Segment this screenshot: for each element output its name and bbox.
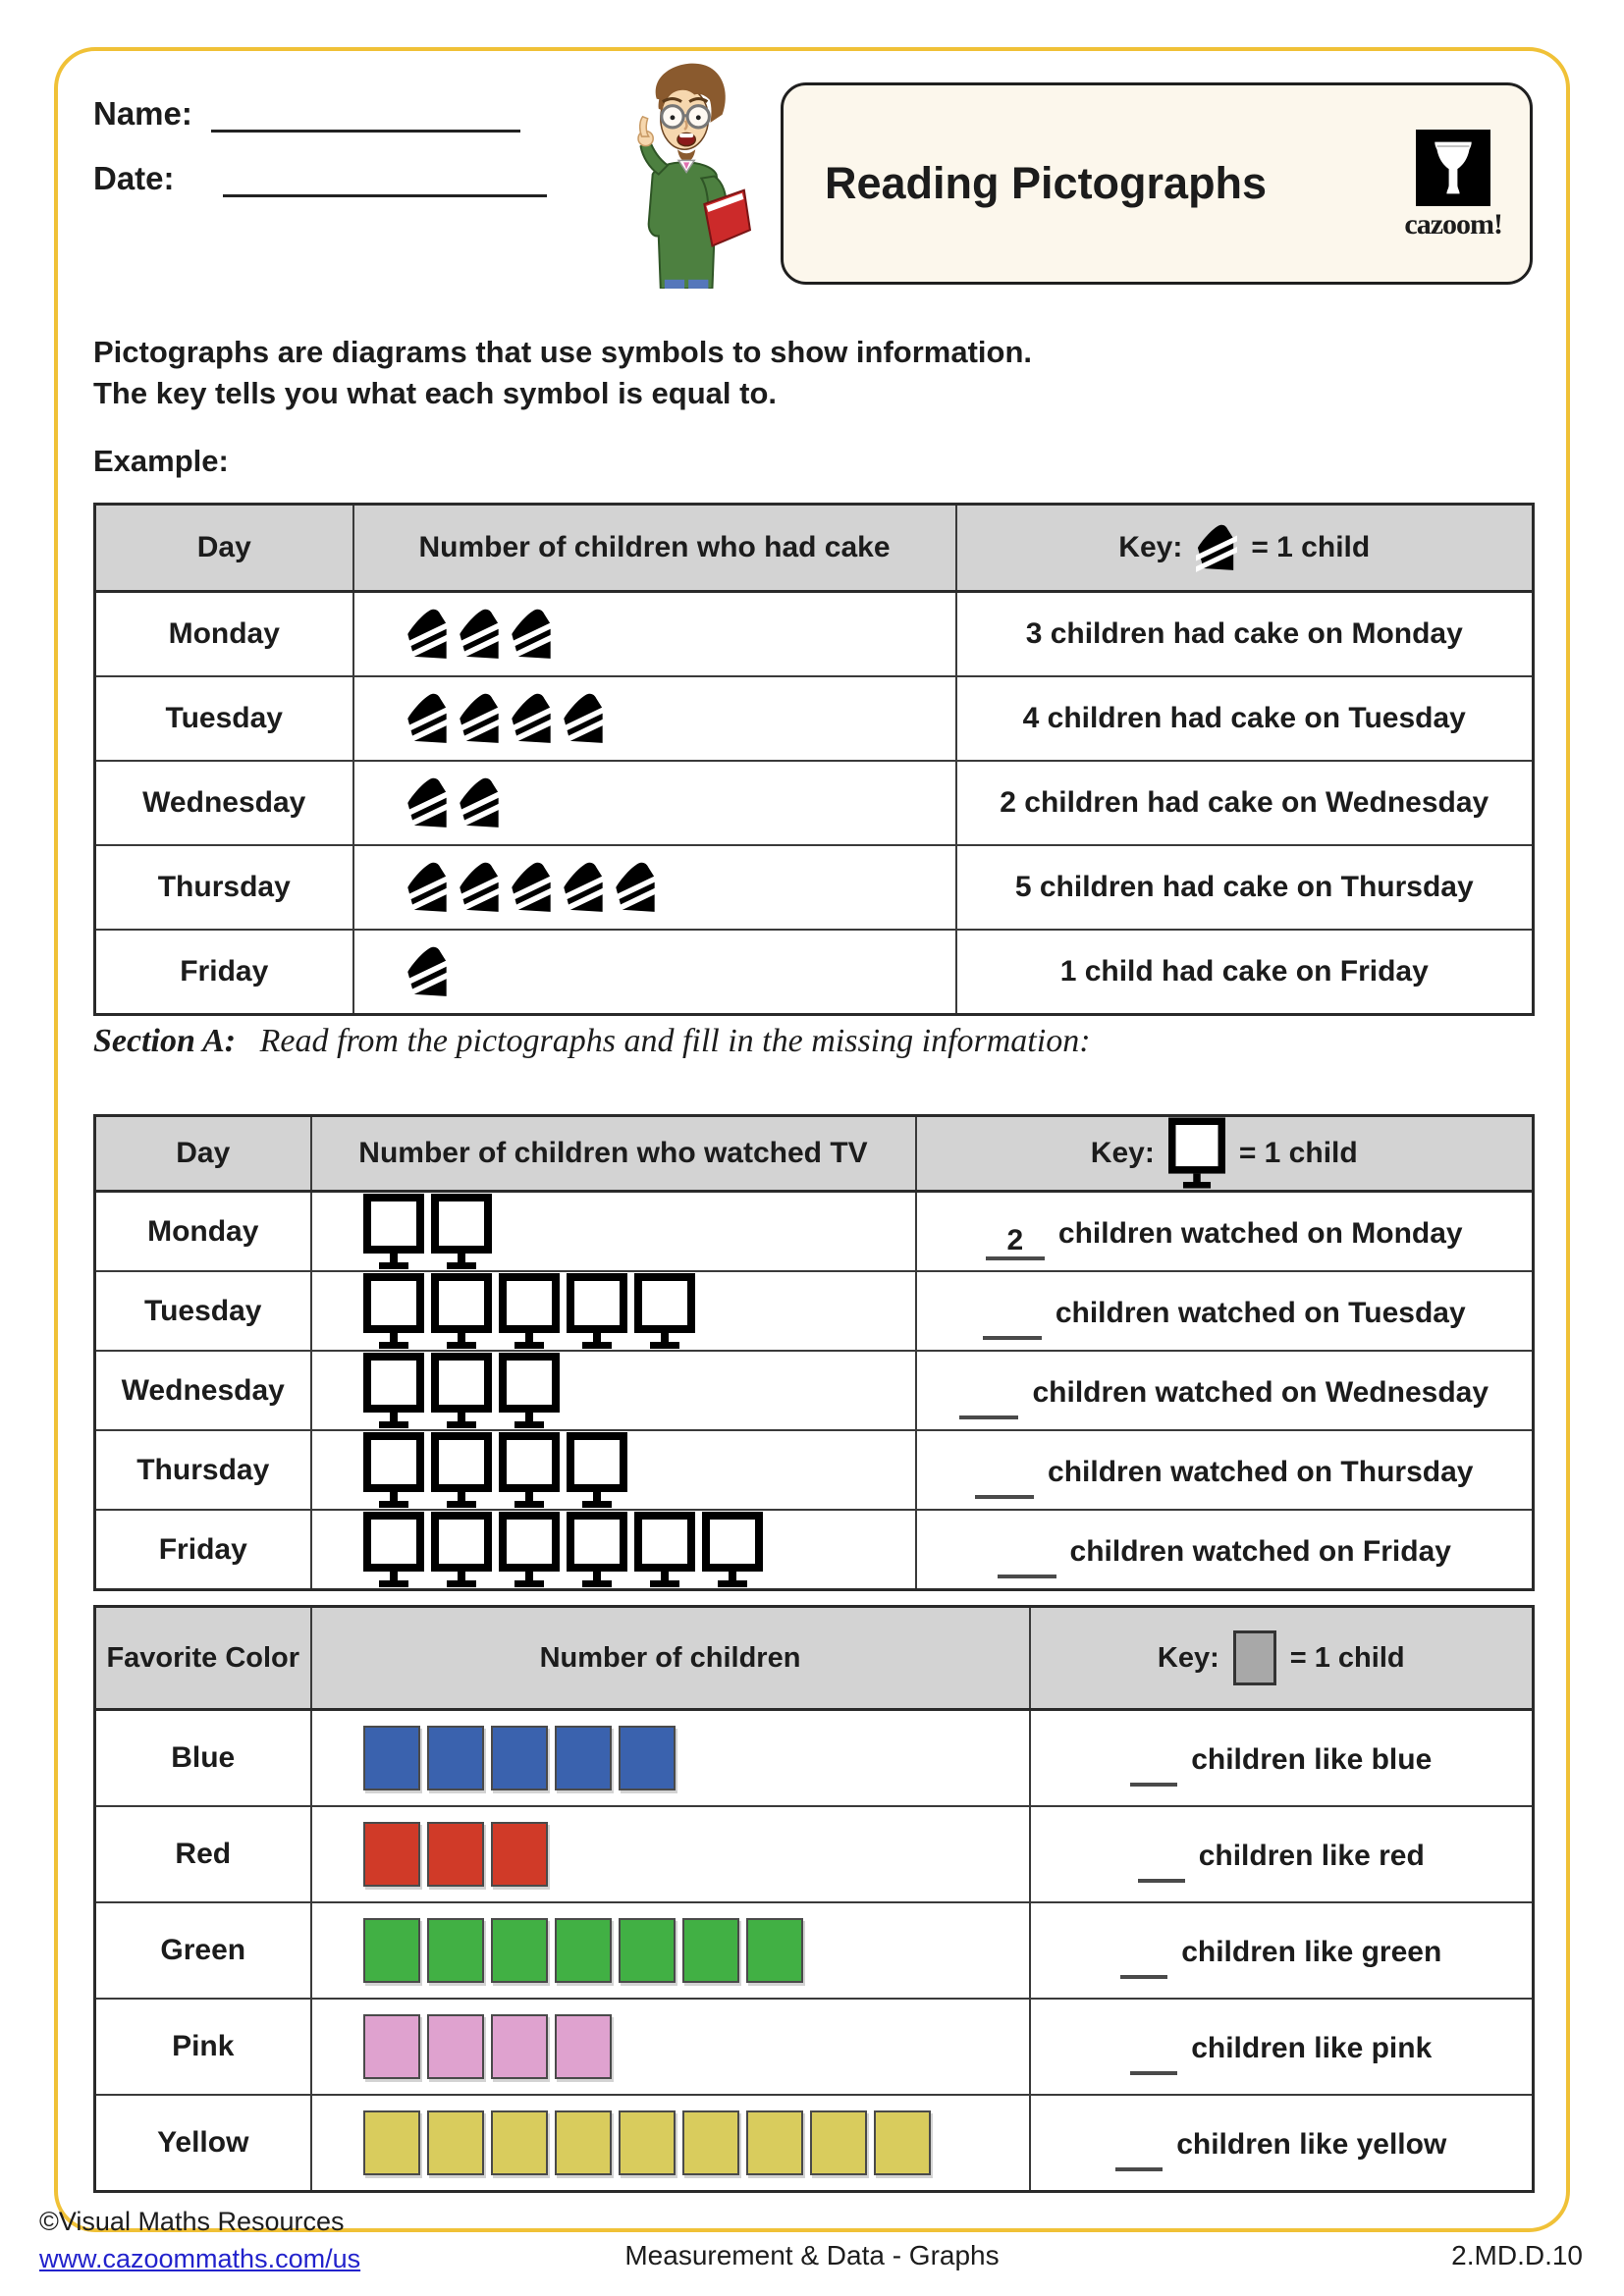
table-header-row [95, 505, 1534, 592]
statement-text: children like green [1181, 1936, 1442, 1968]
answer-blank[interactable] [959, 1372, 1018, 1419]
tv-monitor-icon [363, 1512, 424, 1588]
statement-cell: 4 children had cake on Tuesday [956, 676, 1534, 761]
pink-square-icon [427, 2014, 484, 2079]
cazoom-drum-icon [1416, 130, 1490, 206]
day-cell: Friday [95, 930, 353, 1015]
section-a-heading [93, 1023, 1091, 1060]
answer-blank[interactable] [1130, 2028, 1177, 2075]
intro-text [93, 332, 1032, 414]
answer-blank[interactable] [998, 1531, 1056, 1578]
tv-monitor-key-icon [1168, 1117, 1225, 1190]
tv-monitor-icon [431, 1512, 492, 1588]
yellow-square-icon [491, 2110, 548, 2175]
blue-square-icon [363, 1726, 420, 1790]
date-input-line[interactable] [223, 155, 547, 197]
intro-line-1: Pictographs are diagrams that use symbols to show information. [93, 335, 1033, 369]
cake-slice-icon [406, 860, 451, 915]
table-header-row [95, 1607, 1534, 1710]
answer-blank[interactable] [986, 1213, 1045, 1260]
green-square-icon [555, 1918, 612, 1983]
green-square-icon [746, 1918, 803, 1983]
pictograph-cell [353, 592, 956, 677]
pictograph-cell [311, 1999, 1030, 2095]
example-label: Example: [93, 444, 229, 478]
tv-monitor-icon [431, 1432, 492, 1509]
tv-monitor-icon [499, 1432, 560, 1509]
pictograph-cell [353, 845, 956, 930]
day-cell: Monday [95, 592, 353, 677]
date-label: Date: [93, 160, 175, 196]
red-square-icon [427, 1822, 484, 1887]
pictograph-cell [353, 761, 956, 845]
day-cell: Wednesday [95, 761, 353, 845]
yellow-square-icon [427, 2110, 484, 2175]
day-cell: Tuesday [95, 1271, 311, 1351]
col-header-key [916, 1116, 1534, 1192]
section-a-instruction: Read from the pictographs and fill in the missing information: [259, 1023, 1091, 1059]
cake-slice-icon [510, 691, 555, 746]
pink-square-icon [363, 2014, 420, 2079]
cazoom-url-link[interactable]: www.cazoommaths.com/us [39, 2244, 361, 2273]
table-row [95, 592, 1534, 677]
table-row [95, 1806, 1534, 1902]
tv-monitor-icon [634, 1512, 695, 1588]
pictograph-cell [311, 1806, 1030, 1902]
pictograph-cell [311, 1192, 916, 1272]
tv-monitor-icon [431, 1353, 492, 1429]
tv-monitor-icon [363, 1273, 424, 1350]
col-header-pictograph: Number of children who had cake [353, 505, 956, 592]
cazoom-logo-text: cazoom! [1404, 208, 1502, 240]
green-square-icon [682, 1918, 739, 1983]
copyright-text: ©Visual Maths Resources [39, 2207, 345, 2236]
table-row [95, 845, 1534, 930]
color-cell: Green [95, 1902, 311, 1999]
col-header-key [956, 505, 1534, 592]
cake-slice-icon [458, 860, 503, 915]
pink-square-icon [491, 2014, 548, 2079]
cake-slice-icon [458, 607, 503, 662]
footer-topic: Measurement & Data - Graphs [624, 2240, 1000, 2270]
table-row [95, 676, 1534, 761]
tv-monitor-icon [567, 1273, 627, 1350]
col-header-pictograph: Number of children who watched TV [311, 1116, 916, 1192]
blue-square-icon [491, 1726, 548, 1790]
statement-cell: 2 children had cake on Wednesday [956, 761, 1534, 845]
table-row [95, 1430, 1534, 1510]
table-header-row [95, 1116, 1534, 1192]
blue-square-icon [427, 1726, 484, 1790]
statement-cell [1030, 2095, 1534, 2192]
pictograph-cell [311, 2095, 1030, 2192]
section-a-label: Section A: [93, 1023, 237, 1059]
intro-line-2: The key tells you what each symbol is equal to. [93, 376, 777, 410]
tv-monitor-icon [499, 1273, 560, 1350]
statement-cell [1030, 1710, 1534, 1807]
yellow-square-icon [619, 2110, 676, 2175]
statement-cell [916, 1510, 1534, 1590]
yellow-square-icon [874, 2110, 931, 2175]
tv-monitor-icon [499, 1353, 560, 1429]
col-header-key [1030, 1607, 1534, 1710]
statement-cell [916, 1271, 1534, 1351]
pictograph-cell [311, 1430, 916, 1510]
day-cell: Monday [95, 1192, 311, 1272]
cazoom-logo [1404, 130, 1502, 241]
statement-cell: 1 child had cake on Friday [956, 930, 1534, 1015]
statement-text: children like blue [1191, 1743, 1433, 1776]
blue-square-icon [619, 1726, 676, 1790]
favorite-color-pictograph-table [93, 1605, 1535, 2193]
pictograph-cell [353, 930, 956, 1015]
tv-monitor-icon [363, 1432, 424, 1509]
color-cell: Yellow [95, 2095, 311, 2192]
example-pictograph-table [93, 503, 1535, 1016]
statement-cell [1030, 1806, 1534, 1902]
blue-square-icon [555, 1726, 612, 1790]
statement-cell [916, 1192, 1534, 1272]
page-title: Reading Pictographs [825, 158, 1268, 208]
statement-cell: 5 children had cake on Thursday [956, 845, 1534, 930]
statement-text: children watched on Friday [1069, 1534, 1451, 1568]
green-square-icon [619, 1918, 676, 1983]
table-row [95, 2095, 1534, 2192]
tv-monitor-icon [363, 1353, 424, 1429]
yellow-square-icon [682, 2110, 739, 2175]
answer-blank[interactable] [983, 1293, 1042, 1340]
answer-blank[interactable] [1138, 1836, 1185, 1883]
statement-text: children watched on Wednesday [1032, 1375, 1489, 1409]
cake-slice-icon [458, 775, 503, 830]
statement-cell [916, 1430, 1534, 1510]
answer-blank[interactable] [1120, 1932, 1167, 1979]
key-label: Key: [1157, 1642, 1219, 1674]
table-row [95, 1710, 1534, 1807]
tv-monitor-icon [363, 1194, 424, 1270]
cake-slice-icon [562, 860, 607, 915]
tv-monitor-icon [567, 1432, 627, 1509]
table-row [95, 1351, 1534, 1430]
red-square-icon [363, 1822, 420, 1887]
day-cell: Friday [95, 1510, 311, 1590]
day-cell: Tuesday [95, 676, 353, 761]
statement-text: children like pink [1191, 2032, 1433, 2064]
gray-square-key-icon [1233, 1630, 1276, 1685]
table-row [95, 761, 1534, 845]
color-cell: Red [95, 1806, 311, 1902]
color-cell: Pink [95, 1999, 311, 2095]
date-field-row [93, 155, 547, 197]
table-row [95, 1999, 1534, 2095]
cake-slice-icon [406, 691, 451, 746]
table-row [95, 1902, 1534, 1999]
tv-monitor-icon [431, 1273, 492, 1350]
table-row [95, 1271, 1534, 1351]
name-label: Name: [93, 95, 192, 132]
pictograph-cell [311, 1902, 1030, 1999]
col-header-day: Day [95, 505, 353, 592]
color-cell: Blue [95, 1710, 311, 1807]
answer-value: 2 [1006, 1223, 1024, 1256]
key-value: = 1 child [1238, 1137, 1358, 1169]
statement-text: children like yellow [1176, 2128, 1447, 2161]
pictograph-cell [311, 1710, 1030, 1807]
yellow-square-icon [810, 2110, 867, 2175]
key-label: Key: [1118, 531, 1183, 563]
pictograph-cell [311, 1271, 916, 1351]
key-label: Key: [1090, 1137, 1155, 1169]
cake-slice-icon [614, 860, 659, 915]
yellow-square-icon [555, 2110, 612, 2175]
tv-monitor-icon [567, 1512, 627, 1588]
green-square-icon [491, 1918, 548, 1983]
statement-text: children watched on Monday [1057, 1216, 1463, 1250]
yellow-square-icon [746, 2110, 803, 2175]
cake-slice-key-icon [1196, 522, 1237, 573]
teacher-cartoon [597, 55, 756, 289]
answer-blank[interactable] [975, 1452, 1034, 1499]
tv-pictograph-table [93, 1114, 1535, 1591]
day-cell: Thursday [95, 1430, 311, 1510]
pictograph-cell [353, 676, 956, 761]
col-header-pictograph: Number of children [311, 1607, 1030, 1710]
key-value: = 1 child [1251, 531, 1371, 563]
answer-blank[interactable] [1130, 1739, 1177, 1787]
col-header-favorite-color: Favorite Color [95, 1607, 311, 1710]
red-square-icon [491, 1822, 548, 1887]
table-row [95, 930, 1534, 1015]
col-header-day: Day [95, 1116, 311, 1192]
day-cell: Thursday [95, 845, 353, 930]
statement-cell: 3 children had cake on Monday [956, 592, 1534, 677]
green-square-icon [427, 1918, 484, 1983]
cake-slice-icon [458, 691, 503, 746]
tv-monitor-icon [634, 1273, 695, 1350]
pink-square-icon [555, 2014, 612, 2079]
statement-cell [916, 1351, 1534, 1430]
statement-cell [1030, 1999, 1534, 2095]
title-box [781, 82, 1533, 285]
cake-slice-icon [510, 860, 555, 915]
tv-monitor-icon [431, 1194, 492, 1270]
tv-monitor-icon [702, 1512, 763, 1588]
statement-text: children like red [1198, 1840, 1425, 1872]
green-square-icon [363, 1918, 420, 1983]
yellow-square-icon [363, 2110, 420, 2175]
cake-slice-icon [406, 607, 451, 662]
statement-text: children watched on Thursday [1048, 1455, 1474, 1488]
cake-slice-icon [406, 944, 451, 999]
cake-slice-icon [562, 691, 607, 746]
pictograph-cell [311, 1351, 916, 1430]
table-row [95, 1510, 1534, 1590]
key-value: = 1 child [1289, 1642, 1405, 1674]
cake-slice-icon [406, 775, 451, 830]
table-row [95, 1192, 1534, 1272]
name-input-line[interactable] [211, 90, 520, 133]
standard-code: 2.MD.D.10 [1451, 2240, 1583, 2270]
statement-text: children watched on Tuesday [1055, 1296, 1466, 1329]
statement-cell [1030, 1902, 1534, 1999]
cake-slice-icon [510, 607, 555, 662]
pictograph-cell [311, 1510, 916, 1590]
day-cell: Wednesday [95, 1351, 311, 1430]
name-field-row [93, 90, 520, 133]
tv-monitor-icon [499, 1512, 560, 1588]
answer-blank[interactable] [1115, 2124, 1163, 2171]
